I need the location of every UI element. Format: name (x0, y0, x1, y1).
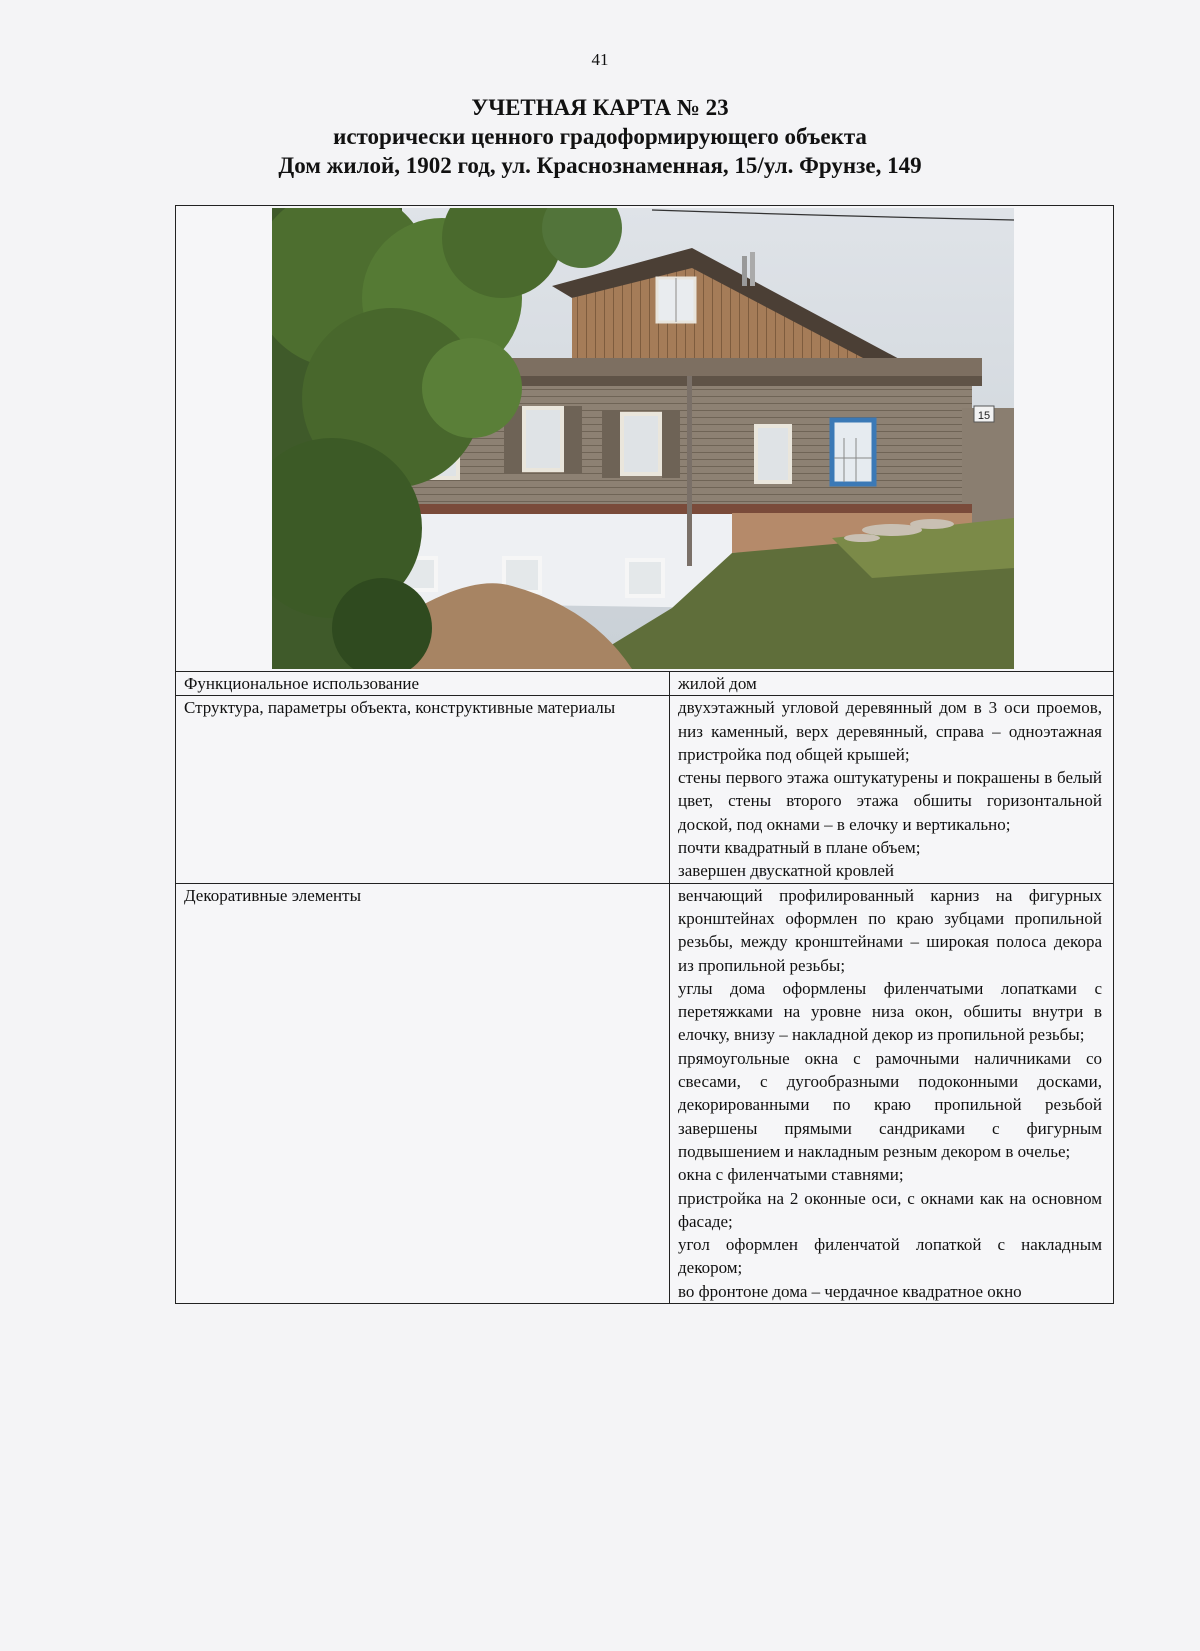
value-segment: почти квадратный в плане объем; (678, 838, 921, 858)
title-line-3: Дом жилой, 1902 год, ул. Краснознаменная, 15/ул. Фрунзе, 149 (278, 153, 922, 178)
value-segment: жилой дом (678, 674, 757, 693)
value-segment: во фронтоне дома – чердачное квадратное окно (678, 1281, 1022, 1301)
table-row (176, 696, 1113, 883)
record-card (175, 205, 1114, 1304)
row-label: Декоративные элементы (176, 883, 670, 1303)
value-segment: венчающий профилированный карниз на фигурных кронштейнах оформлен по краю зубцами пропильной резьбы, между кронштейнами – широкая полоса декора из пропильной резьбы; (678, 885, 1102, 975)
value-segment: прямоугольные окна с рамочными наличниками со свесами, с дугообразными подоконными досками, декорированными по краю пропильной резьбой завершены прямыми сандриками с фигурным подвышением и накладным резным декором в очелье; (678, 1048, 1102, 1161)
photo-cell (176, 206, 1113, 672)
title-line-2: исторически ценного градоформирующего объекта (333, 124, 867, 149)
value-segment: пристройка на 2 оконные оси, с окнами как на основном фасаде; (678, 1188, 1102, 1231)
value-segment: углы дома оформлены филенчатыми лопатками с перетяжками на уровне низа окон, обшиты внутри в елочку, внизу – накладной декор из пропильной резьбы; (678, 978, 1102, 1045)
document-title (0, 93, 1200, 180)
value-segment: стены первого этажа оштукатурены и покрашены в белый цвет, стены второго этажа обшиты горизонтальной доской, под окнами – в елочку и вертикально; (678, 768, 1102, 834)
title-line-1: УЧЕТНАЯ КАРТА № 23 (471, 95, 729, 120)
value-segment: двухэтажный угловой деревянный дом в 3 оси проемов, низ каменный, верх деревянный, справа – одноэтажная пристройка под общей крышей; (678, 698, 1102, 764)
row-value (670, 672, 1114, 696)
row-value (670, 883, 1114, 1303)
row-label: Структура, параметры объекта, конструктивные материалы (176, 696, 670, 883)
value-segment: завершен двускатной кровлей (678, 861, 895, 881)
row-value (670, 696, 1114, 883)
properties-table (176, 672, 1113, 1303)
house-number-plate: 15 (977, 410, 991, 422)
table-row (176, 883, 1113, 1303)
table-row (176, 672, 1113, 696)
row-label: Функциональное использование (176, 672, 670, 696)
page-number: 41 (591, 50, 609, 69)
value-segment: окна с филенчатыми ставнями; (678, 1165, 904, 1185)
house-photo (272, 208, 1014, 669)
value-segment: угол оформлен филенчатой лопаткой с накладным декором; (678, 1235, 1102, 1278)
